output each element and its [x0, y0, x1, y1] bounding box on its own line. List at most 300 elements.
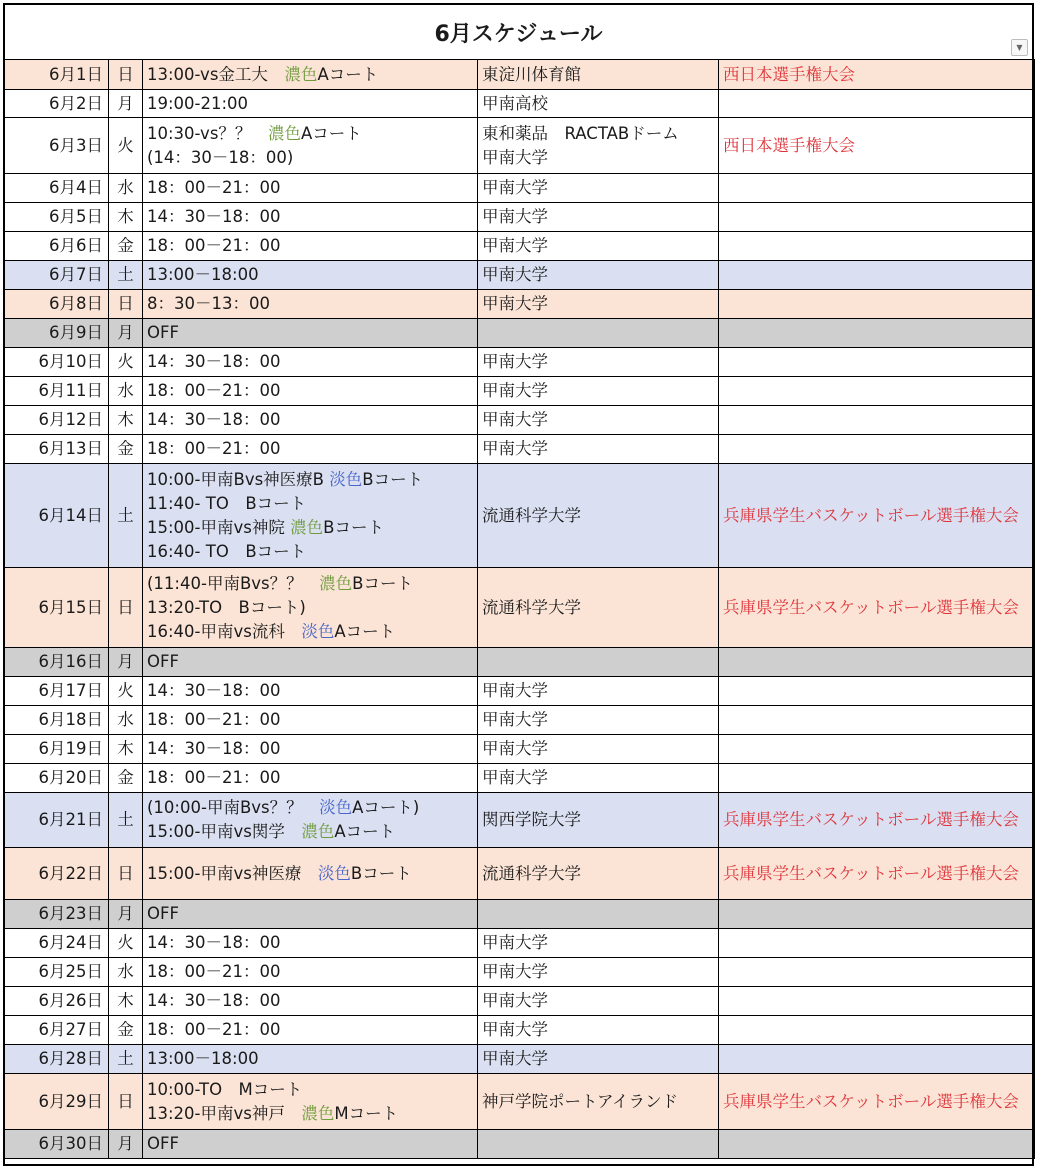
weekday-cell[interactable]: 月	[109, 648, 143, 677]
light-jersey-label: 淡色	[301, 621, 335, 641]
schedule-sheet	[3, 3, 1034, 1159]
detail-line	[147, 540, 473, 564]
weekday-cell[interactable]: 木	[109, 987, 143, 1016]
detail-line	[147, 492, 473, 516]
venue-text: 甲南大学	[482, 1049, 548, 1068]
weekday-cell[interactable]: 水	[109, 706, 143, 735]
venue-cell[interactable]	[478, 435, 719, 464]
venue-cell[interactable]	[478, 1130, 719, 1159]
detail-text: 18：00－21：00	[147, 1020, 281, 1039]
detail-text: 13:00－18:00	[147, 1049, 259, 1068]
date-cell[interactable]: 6月9日	[4, 319, 109, 348]
venue-text: 甲南大学	[482, 410, 548, 429]
venue-cell[interactable]	[478, 290, 719, 319]
event-note-cell[interactable]	[719, 648, 1035, 677]
venue-text: 甲南大学	[482, 710, 548, 729]
detail-cell[interactable]	[143, 1016, 478, 1045]
light-jersey-label: 淡色	[319, 798, 353, 817]
detail-line	[147, 708, 473, 732]
event-note-cell[interactable]: 兵庫県学生バスケットボール選手権大会	[719, 1074, 1035, 1130]
date-cell[interactable]: 6月30日	[4, 1130, 109, 1159]
weekday-cell[interactable]: 火	[109, 348, 143, 377]
weekday-cell[interactable]: 日	[109, 568, 143, 648]
detail-line	[147, 737, 473, 761]
event-note-cell[interactable]	[719, 406, 1035, 435]
dropdown-arrow-icon[interactable]: ▼	[1011, 39, 1028, 56]
venue-cell[interactable]	[478, 464, 719, 568]
detail-text: (11:40-甲南Bvs？？	[147, 573, 320, 593]
weekday-cell[interactable]: 日	[109, 290, 143, 319]
detail-line	[147, 379, 473, 403]
schedule-row	[4, 648, 1035, 677]
detail-line	[147, 146, 473, 170]
detail-line	[147, 63, 473, 87]
weekday-cell[interactable]: 木	[109, 203, 143, 232]
weekday-cell[interactable]: 金	[109, 1016, 143, 1045]
schedule-row	[4, 90, 1035, 118]
event-note-cell[interactable]	[719, 735, 1035, 764]
detail-text: 10:00-甲南Bvs神医療B	[147, 469, 330, 489]
schedule-row	[4, 568, 1035, 648]
venue-text: 甲南大学	[482, 265, 548, 284]
detail-line	[147, 862, 473, 886]
detail-text: 13:00-vs金工大	[147, 64, 285, 84]
schedule-row	[4, 319, 1035, 348]
dark-jersey-label: 濃色	[319, 573, 353, 593]
date-cell[interactable]: 6月28日	[4, 1045, 109, 1074]
weekday-cell[interactable]: 金	[109, 764, 143, 793]
detail-line	[147, 408, 473, 432]
date-cell[interactable]: 6月26日	[4, 987, 109, 1016]
weekday-cell[interactable]: 火	[109, 677, 143, 706]
venue-text: 甲南大学	[482, 962, 548, 981]
venue-text: 甲南大学	[482, 178, 548, 197]
venue-cell[interactable]	[478, 90, 719, 118]
schedule-row	[4, 1130, 1035, 1159]
weekday-cell[interactable]: 木	[109, 406, 143, 435]
weekday-cell[interactable]: 金	[109, 232, 143, 261]
sheet-title-cell[interactable]	[3, 3, 1034, 59]
event-note-cell[interactable]	[719, 90, 1035, 118]
venue-text: 甲南高校	[482, 93, 548, 113]
venue-text: 甲南大学	[482, 991, 548, 1010]
detail-text: Aコート)	[352, 798, 420, 817]
detail-cell[interactable]	[143, 764, 478, 793]
detail-text: 14：30－18：00	[147, 933, 281, 952]
venue-text: 関西学院大学	[482, 810, 581, 829]
detail-text: 13:20-TO Bコート)	[147, 597, 306, 617]
schedule-row	[4, 987, 1035, 1016]
event-note-cell[interactable]	[719, 706, 1035, 735]
schedule-row	[4, 377, 1035, 406]
venue-cell[interactable]	[478, 377, 719, 406]
detail-text: 18：00－21：00	[147, 178, 281, 197]
detail-text: 14：30－18：00	[147, 991, 281, 1010]
dark-jersey-label: 濃色	[301, 822, 335, 841]
detail-cell[interactable]	[143, 648, 478, 677]
detail-line	[147, 902, 473, 926]
venue-cell[interactable]	[478, 118, 719, 174]
venue-text: 流通科学大学	[482, 863, 581, 883]
weekday-cell[interactable]: 火	[109, 929, 143, 958]
detail-line	[147, 679, 473, 703]
detail-line	[147, 1078, 473, 1102]
event-note-cell[interactable]	[719, 203, 1035, 232]
schedule-row	[4, 1074, 1035, 1130]
detail-cell[interactable]	[143, 435, 478, 464]
event-note-cell[interactable]	[719, 174, 1035, 203]
detail-cell[interactable]	[143, 174, 478, 203]
schedule-row	[4, 929, 1035, 958]
detail-line	[147, 234, 473, 258]
detail-cell[interactable]	[143, 568, 478, 648]
detail-line	[147, 596, 473, 620]
detail-cell[interactable]	[143, 118, 478, 174]
venue-text: 甲南大学	[482, 439, 548, 458]
detail-text: OFF	[147, 652, 179, 671]
date-cell[interactable]: 6月23日	[4, 900, 109, 929]
weekday-cell[interactable]: 日	[109, 1074, 143, 1130]
detail-text: OFF	[147, 904, 179, 923]
date-cell[interactable]: 6月27日	[4, 1016, 109, 1045]
venue-cell[interactable]	[478, 1016, 719, 1045]
venue-cell[interactable]	[478, 406, 719, 435]
event-note-cell[interactable]: 西日本選手権大会	[719, 60, 1035, 90]
detail-line	[147, 1132, 473, 1156]
schedule-row	[4, 464, 1035, 568]
detail-text: (14：30－18：00)	[147, 147, 294, 167]
venue-cell[interactable]	[478, 568, 719, 648]
light-jersey-label: 淡色	[329, 469, 363, 489]
detail-text: 18：00－21：00	[147, 439, 281, 458]
venue-cell[interactable]	[478, 261, 719, 290]
event-note-cell[interactable]	[719, 987, 1035, 1016]
venue-cell[interactable]	[478, 677, 719, 706]
detail-text: 15:00-甲南vs関学	[147, 822, 302, 841]
detail-line	[147, 437, 473, 461]
event-note-cell[interactable]: 兵庫県学生バスケットボール選手権大会	[719, 568, 1035, 648]
detail-line	[147, 176, 473, 200]
event-note-cell[interactable]	[719, 435, 1035, 464]
detail-cell[interactable]	[143, 706, 478, 735]
date-cell[interactable]: 6月29日	[4, 1074, 109, 1130]
detail-line	[147, 350, 473, 374]
date-cell[interactable]: 6月21日	[4, 793, 109, 848]
detail-text: Bコート	[350, 863, 412, 883]
venue-cell[interactable]	[478, 706, 719, 735]
venue-text: 甲南大学	[482, 294, 548, 313]
dark-jersey-label: 濃色	[290, 517, 324, 537]
detail-cell[interactable]	[143, 60, 478, 90]
detail-line	[147, 820, 473, 844]
schedule-row	[4, 1016, 1035, 1045]
detail-text: Aコート	[334, 621, 396, 641]
venue-text: 甲南大学	[482, 768, 548, 787]
venue-text: 神戸学院ポートアイランド	[482, 1091, 679, 1111]
detail-line	[147, 766, 473, 790]
detail-line	[147, 572, 473, 596]
event-note-cell[interactable]	[719, 677, 1035, 706]
venue-cell[interactable]	[478, 232, 719, 261]
detail-text: 8：30－13：00	[147, 294, 270, 313]
detail-cell[interactable]	[143, 377, 478, 406]
date-cell[interactable]: 6月4日	[4, 174, 109, 203]
detail-line	[147, 292, 473, 316]
weekday-cell[interactable]: 月	[109, 90, 143, 118]
venue-cell[interactable]	[478, 1045, 719, 1074]
venue-cell[interactable]	[478, 174, 719, 203]
detail-cell[interactable]	[143, 987, 478, 1016]
detail-cell[interactable]	[143, 1130, 478, 1159]
detail-text: 14：30－18：00	[147, 352, 281, 371]
venue-text: 甲南大学	[482, 381, 548, 400]
detail-text: 18：00－21：00	[147, 236, 281, 255]
detail-text: Aコート	[334, 822, 396, 841]
detail-cell[interactable]	[143, 348, 478, 377]
schedule-row	[4, 900, 1035, 929]
weekday-cell[interactable]: 月	[109, 900, 143, 929]
detail-line	[147, 960, 473, 984]
weekday-cell[interactable]: 月	[109, 319, 143, 348]
event-note-cell[interactable]: 兵庫県学生バスケットボール選手権大会	[719, 464, 1035, 568]
venue-text: 流通科学大学	[482, 597, 581, 617]
detail-text: Aコート	[317, 64, 379, 84]
venue-cell[interactable]	[478, 987, 719, 1016]
venue-cell[interactable]	[478, 848, 719, 900]
schedule-row	[4, 435, 1035, 464]
detail-line	[147, 263, 473, 287]
weekday-cell[interactable]: 土	[109, 1045, 143, 1074]
event-note-cell[interactable]: 西日本選手権大会	[719, 118, 1035, 174]
detail-line	[147, 620, 473, 644]
schedule-row	[4, 290, 1035, 319]
date-cell[interactable]: 6月3日	[4, 118, 109, 174]
detail-text: 16:40- TO Bコート	[147, 541, 307, 561]
schedule-row	[4, 406, 1035, 435]
weekday-cell[interactable]: 日	[109, 848, 143, 900]
event-note-cell[interactable]	[719, 900, 1035, 929]
detail-cell[interactable]	[143, 290, 478, 319]
venue-cell[interactable]	[478, 1074, 719, 1130]
venue-text: 甲南大学	[482, 207, 548, 226]
date-cell[interactable]: 6月24日	[4, 929, 109, 958]
detail-text: 18：00－21：00	[147, 962, 281, 981]
event-note-cell[interactable]	[719, 348, 1035, 377]
detail-line	[147, 468, 473, 492]
date-cell[interactable]: 6月7日	[4, 261, 109, 290]
detail-text: Bコート	[352, 573, 413, 593]
dark-jersey-label: 濃色	[301, 1103, 335, 1123]
venue-cell[interactable]	[478, 203, 719, 232]
schedule-row	[4, 232, 1035, 261]
date-cell[interactable]: 6月25日	[4, 958, 109, 987]
detail-line	[147, 92, 473, 116]
detail-text: OFF	[147, 323, 179, 342]
venue-text: 流通科学大学	[482, 505, 581, 525]
date-cell[interactable]: 6月6日	[4, 232, 109, 261]
detail-cell[interactable]	[143, 848, 478, 900]
venue-cell[interactable]	[478, 764, 719, 793]
venue-text: 甲南大学	[482, 147, 548, 167]
detail-line	[147, 796, 473, 820]
event-note-cell[interactable]	[719, 319, 1035, 348]
detail-cell[interactable]	[143, 203, 478, 232]
schedule-row	[4, 706, 1035, 735]
venue-cell[interactable]	[478, 348, 719, 377]
event-note-cell[interactable]	[719, 929, 1035, 958]
date-cell[interactable]: 6月12日	[4, 406, 109, 435]
schedule-row	[4, 764, 1035, 793]
venue-cell[interactable]	[478, 60, 719, 90]
schedule-row	[4, 118, 1035, 174]
venue-text: 東淀川体育館	[482, 64, 581, 84]
detail-cell[interactable]	[143, 464, 478, 568]
event-note-cell[interactable]	[719, 1016, 1035, 1045]
weekday-cell[interactable]: 水	[109, 174, 143, 203]
venue-text: 甲南大学	[482, 933, 548, 952]
detail-line	[147, 1018, 473, 1042]
schedule-row	[4, 203, 1035, 232]
weekday-cell[interactable]: 日	[109, 60, 143, 90]
event-note-cell[interactable]	[719, 377, 1035, 406]
date-cell[interactable]: 6月17日	[4, 677, 109, 706]
event-note-cell[interactable]	[719, 232, 1035, 261]
detail-cell[interactable]	[143, 793, 478, 848]
event-note-cell[interactable]	[719, 290, 1035, 319]
schedule-row	[4, 348, 1035, 377]
date-cell[interactable]: 6月11日	[4, 377, 109, 406]
detail-text: 10:30-vs？？	[147, 123, 268, 143]
date-cell[interactable]: 6月13日	[4, 435, 109, 464]
date-cell[interactable]: 6月16日	[4, 648, 109, 677]
schedule-row	[4, 1045, 1035, 1074]
event-note-cell[interactable]	[719, 1130, 1035, 1159]
dark-jersey-label: 濃色	[267, 123, 301, 143]
detail-text: 14：30－18：00	[147, 681, 281, 700]
venue-cell[interactable]	[478, 735, 719, 764]
venue-text: 甲南大学	[482, 352, 548, 371]
date-cell[interactable]: 6月15日	[4, 568, 109, 648]
venue-cell[interactable]	[478, 648, 719, 677]
date-cell[interactable]: 6月5日	[4, 203, 109, 232]
date-cell[interactable]: 6月19日	[4, 735, 109, 764]
detail-text: 13:00－18:00	[147, 265, 259, 284]
schedule-row	[4, 174, 1035, 203]
dark-jersey-label: 濃色	[284, 64, 318, 84]
venue-text: 東和薬品 RACTABドーム	[482, 123, 679, 143]
detail-line	[147, 1047, 473, 1071]
venue-cell[interactable]	[478, 793, 719, 848]
detail-line	[147, 1102, 473, 1126]
event-note-cell[interactable]	[719, 261, 1035, 290]
detail-text: Aコート	[300, 123, 362, 143]
event-note-cell[interactable]	[719, 764, 1035, 793]
date-cell[interactable]: 6月1日	[4, 60, 109, 90]
weekday-cell[interactable]: 土	[109, 793, 143, 848]
detail-text: 10:00-TO Mコート	[147, 1079, 303, 1099]
detail-cell[interactable]	[143, 232, 478, 261]
venue-text: 甲南大学	[482, 739, 548, 758]
detail-text: (10:00-甲南Bvs？？	[147, 798, 320, 817]
light-jersey-label: 淡色	[317, 863, 351, 883]
detail-cell[interactable]	[143, 90, 478, 118]
schedule-row	[4, 848, 1035, 900]
schedule-table	[3, 59, 1035, 1159]
detail-line	[147, 321, 473, 345]
venue-cell[interactable]	[478, 929, 719, 958]
date-cell[interactable]: 6月18日	[4, 706, 109, 735]
weekday-cell[interactable]: 木	[109, 735, 143, 764]
detail-text: 14：30－18：00	[147, 739, 281, 758]
detail-cell[interactable]	[143, 1074, 478, 1130]
venue-text: 甲南大学	[482, 1020, 548, 1039]
detail-cell[interactable]	[143, 929, 478, 958]
detail-cell[interactable]	[143, 261, 478, 290]
detail-line	[147, 516, 473, 540]
event-note-cell[interactable]	[719, 958, 1035, 987]
date-cell[interactable]: 6月2日	[4, 90, 109, 118]
sheet-title: 6月スケジュール	[434, 21, 603, 47]
event-note-cell[interactable]	[719, 1045, 1035, 1074]
detail-text: Bコート	[362, 469, 424, 489]
detail-cell[interactable]	[143, 406, 478, 435]
detail-cell[interactable]	[143, 735, 478, 764]
detail-text: 19:00-21:00	[147, 93, 249, 113]
detail-text: 14：30－18：00	[147, 207, 281, 226]
detail-cell[interactable]	[143, 900, 478, 929]
date-cell[interactable]: 6月22日	[4, 848, 109, 900]
venue-cell[interactable]	[478, 900, 719, 929]
detail-line	[147, 205, 473, 229]
event-note-cell[interactable]: 兵庫県学生バスケットボール選手権大会	[719, 793, 1035, 848]
date-cell[interactable]: 6月10日	[4, 348, 109, 377]
weekday-cell[interactable]: 水	[109, 958, 143, 987]
weekday-cell[interactable]: 火	[109, 118, 143, 174]
weekday-cell[interactable]: 土	[109, 261, 143, 290]
date-cell[interactable]: 6月20日	[4, 764, 109, 793]
detail-text: 15:00-甲南vs神医療	[147, 863, 318, 883]
venue-text: 甲南大学	[482, 236, 548, 255]
detail-cell[interactable]	[143, 677, 478, 706]
event-note-cell[interactable]: 兵庫県学生バスケットボール選手権大会	[719, 848, 1035, 900]
detail-text: 11:40- TO Bコート	[147, 493, 307, 513]
detail-line	[147, 989, 473, 1013]
schedule-row	[4, 958, 1035, 987]
weekday-cell[interactable]: 金	[109, 435, 143, 464]
weekday-cell[interactable]: 水	[109, 377, 143, 406]
weekday-cell[interactable]: 月	[109, 1130, 143, 1159]
schedule-row	[4, 677, 1035, 706]
detail-line	[147, 122, 473, 146]
detail-cell[interactable]	[143, 319, 478, 348]
detail-cell[interactable]	[143, 1045, 478, 1074]
date-cell[interactable]: 6月14日	[4, 464, 109, 568]
detail-text: 16:40-甲南vs流科	[147, 621, 302, 641]
date-cell[interactable]: 6月8日	[4, 290, 109, 319]
detail-text: 15:00-甲南vs神院	[147, 517, 291, 537]
detail-text: Mコート	[334, 1103, 399, 1123]
detail-text: 14：30－18：00	[147, 410, 281, 429]
detail-text: OFF	[147, 1134, 179, 1153]
schedule-row	[4, 60, 1035, 90]
schedule-row	[4, 261, 1035, 290]
detail-cell[interactable]	[143, 958, 478, 987]
venue-cell[interactable]	[478, 958, 719, 987]
detail-line	[147, 650, 473, 674]
venue-cell[interactable]	[478, 319, 719, 348]
weekday-cell[interactable]: 土	[109, 464, 143, 568]
detail-text: 18：00－21：00	[147, 768, 281, 787]
